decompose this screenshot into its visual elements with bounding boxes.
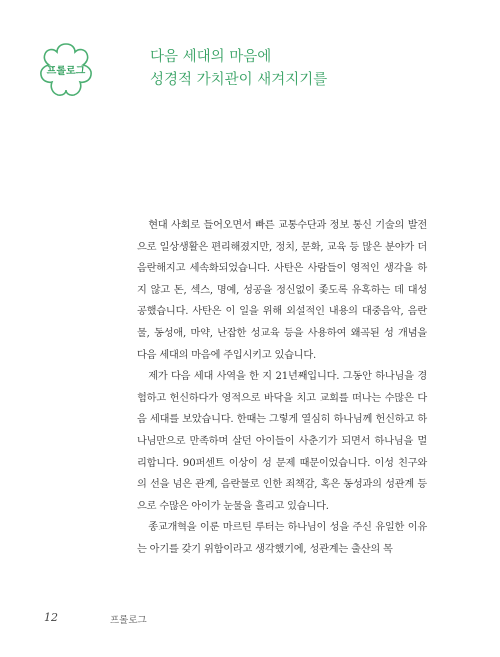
- heading-line-2: 성경적 가치관이 새겨지기를: [150, 72, 328, 88]
- page-number: 12: [44, 611, 58, 624]
- prologue-badge: [34, 38, 98, 102]
- body-text: [137, 215, 427, 561]
- chapter-heading: [150, 46, 327, 92]
- paragraph: 종교개혁을 이룬 마르틴 루터는 하나님이 성을 주신 유일한 이유는 아기를 갖기 위함이라고 생각했기에, 성관계는 출산의 목: [137, 522, 427, 555]
- running-header: 프롤로그: [110, 615, 147, 626]
- paragraph: 제가 다음 세대 사역을 한 지 21년째입니다. 그동안 하나님을 경험하고 헌신하다가 영적으로 바닥을 치고 교회를 떠나는 수많은 다음 세대를 보았습니다. 한때는 그렇게 열심히 하나님께 헌신하고 하나님만으로 만족하며 살던 아이들이 사춘기가 되면서 하나님을 멀리합니다. 90퍼센트 이상이 성 문제 때문이었습니다. 이성 친구와의 선을 넘은 관계, 음란물로 인한 죄책감, 혹은 동성과의 성관계 등으로 수많은 아이가 눈물을 흘리고 있습니다.: [137, 371, 427, 512]
- paragraph: 현대 사회로 들어오면서 빠른 교통수단과 정보 통신 기술의 발전으로 일상생활은 편리해졌지만, 정치, 문화, 교육 등 많은 분야가 더 음란해지고 세속화되었습니다. 사탄은 사람들이 영적인 생각을 하지 않고 돈, 섹스, 명예, 성공을 정신없이 좇도록 유혹하는 데 대성공했습니다. 사탄은 이 일을 위해 외설적인 내용의 대중음악, 음란물, 동성애, 마약, 난잡한 성교육 등을 사용하여 왜곡된 성 개념을 다음 세대의 마음에 주입시키고 있습니다.: [137, 220, 427, 361]
- badge-label: 프롤로그: [46, 66, 86, 77]
- heading-line-1: 다음 세대의 마음에: [150, 49, 272, 65]
